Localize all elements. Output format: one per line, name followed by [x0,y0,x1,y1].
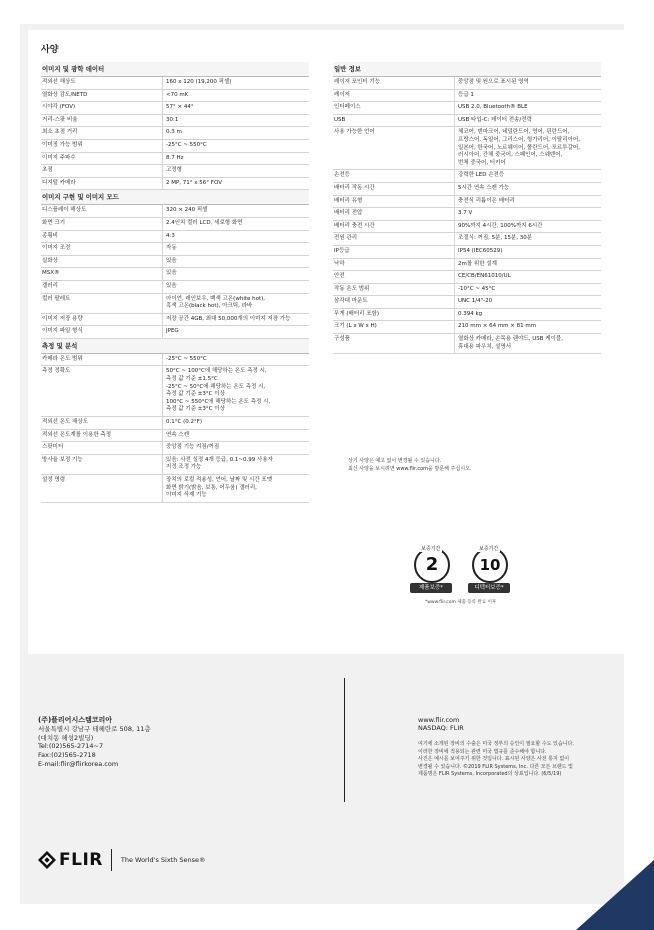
spec-row [41,102,309,115]
section-heading: 이미지 및 광학 데이터 [41,62,309,77]
spec-row [333,271,601,284]
spec-value: 3.7 V [458,210,473,217]
spec-row [41,127,309,140]
spec-value: 0.394 kg [458,310,483,317]
spec-label: 스팟미터 [41,442,163,454]
flir-logo [38,848,206,872]
spec-row [333,221,601,234]
spec-row [41,231,309,244]
spec-row [333,77,601,90]
spec-value: -25°C ~ 550°C [166,141,207,148]
spec-value: 2.4인치 컬러 LCD, 세로형 화면 [166,219,243,226]
spec-label: 이미지 파일 형식 [41,326,163,338]
spec-value: 0.3 m [166,129,182,136]
spec-value: 있음 [166,270,177,277]
spec-label: 이미지 주파수 [41,153,163,165]
spec-label: 레이저 포인터 기능 [333,77,455,89]
spec-value: 강력한 LED 손전등 [458,172,505,179]
spec-value: 있음 [166,282,177,289]
spec-row [333,115,601,128]
spec-row [41,218,309,231]
spec-label: 설정 명령 [41,475,163,502]
spec-label: 인터페이스 [333,102,455,114]
spec-row [333,183,601,196]
spec-label: 낙하 [333,259,455,271]
spec-label: 배터리 작동 시간 [333,183,455,195]
spec-row [41,77,309,90]
spec-label: 디지털 카메라 [41,178,163,190]
website-link[interactable]: www.flir.com [418,716,460,724]
footer-divider [344,678,345,802]
spec-row [41,205,309,218]
warranty-badges [410,545,560,615]
spec-label: 갤러리 [41,281,163,293]
spec-label: 측정 정확도 [41,366,163,416]
spec-value: 충전식 리튬이온 배터리 [458,197,515,204]
spec-label: 열화상 감도/NETD [41,90,163,102]
stock-ticker: NASDAQ: FLIR [418,724,464,732]
spec-row [41,140,309,153]
spec-value: -10°C ~ 45°C [458,285,496,292]
spec-value: 체코어, 덴마크어, 네덜란드어, 영어, 핀란드어, 프랑스어, 독일어, 그리스어, 헝가리어, 이탈리아어, 일본어, 한국어, 노르웨이어, 폴란드어, 포르투갈어, 러시아어, 간체 중국어, 스페인어, 스웨덴어, 번체 중국어, 터키어 [458,129,580,166]
flir-wordmark: FLIR [59,850,103,870]
spec-label: 적외선 온도계를 이용한 측정 [41,430,163,442]
spec-value: 0.1°C (0.2°F) [166,419,203,426]
spec-row [41,178,309,191]
spec-row [41,417,309,430]
corner-accent [576,860,654,930]
section-heading: 일반 정보 [333,62,601,77]
spec-row [41,326,309,339]
spec-value: 90%까지 4시간, 100%까지 6시간 [458,222,543,229]
spec-label: MSX® [41,268,163,280]
address-line: (대치동 해성2빌딩) [38,733,94,742]
spec-value: CE/CB/EN61010/UL [458,273,511,280]
spec-label: 손전등 [333,170,455,182]
spec-row [333,259,601,272]
section-heading: 측정 및 분석 [41,339,309,354]
spec-value: 장치의 로컬 적용성, 언어, 날짜 및 시간 포맷 화면 밝기(밝음, 보통, 어두움) 갤러리, 이미지 삭제 기능 [166,477,273,499]
spec-value: 210 mm × 64 mm × 81 mm [458,323,537,330]
spec-value: USB 2.0, Bluetooth® BLE [458,104,528,111]
phone: Tel:(02)565-2714~7 [38,742,104,751]
spec-label: 이미지 조정 [41,243,163,255]
spec-value: 등급 1 [458,91,474,98]
spec-row [41,90,309,103]
spec-label: 최소 초점 거리 [41,127,163,139]
spec-row [41,243,309,256]
email-link[interactable]: E-mail:flir@flirkorea.com [38,759,119,768]
spec-row [333,90,601,103]
spec-value: -25°C ~ 550°C [166,355,207,362]
logo-divider [111,849,112,871]
company-name: (주)플리어시스템코리아 [38,716,113,724]
spec-row [41,366,309,417]
spec-label: 컬러 팔레트 [41,294,163,313]
spec-row [333,321,601,334]
warranty-top-label: 보증기간 [479,546,499,552]
flir-diamond-icon [38,851,56,869]
spec-label: 방사율 보정 기능 [41,455,163,474]
spec-label: 배터리 유형 [333,196,455,208]
spec-label: 적외선 해상도 [41,77,163,89]
spec-row [41,281,309,294]
legal-notice: 여기에 소개된 장비의 수출은 미국 정부의 승인이 필요할 수도 있습니다. 이러한 장비에 적용되는 관련 미국 법규를 준수해야 합니다. 사진은 예시를 보여주기 위한 것입니다. 표시된 사양은 사전 통지 없이 변경될 수 있습니다. ©2019 FLIR Systems, Inc. 다른 모든 브랜드 및 제품명은 FLIR Systems, Incorporated의 상표입니다. (6/5/19) [418,741,574,778]
spec-value: 있음 [166,257,177,264]
spec-label: 화면 크기 [41,218,163,230]
spec-label: 거리-스팟 비율 [41,115,163,127]
spec-value: 중앙점 및 원으로 표시된 영역 [458,79,529,85]
spec-value: 2m를 위한 설계 [458,260,497,267]
spec-label: 작동 온도 범위 [333,284,455,296]
brand-tagline: The World's Sixth Sense® [120,856,206,864]
spec-label: 전원 관리 [333,233,455,245]
warranty-footnote: *www.flir.com 제품 등록 완료 이후 [425,600,497,605]
warranty-top-label: 보증기간 [421,546,441,552]
warranty-years: 10 [472,547,508,583]
spec-label: 사용 가능한 언어 [333,127,455,169]
spec-value: 8.7 Hz [166,154,184,161]
spec-label: 무게 (배터리 포함) [333,309,455,321]
address-line: 서울특별시 강남구 테헤란로 508, 11층 [38,724,151,733]
spec-row [41,256,309,269]
spec-row [333,309,601,322]
spec-label: 디스플레이 해상도 [41,205,163,217]
spec-value: USB 타입-C: 데이터 전송/전력 [458,116,532,123]
spec-value: JPEG [166,328,179,335]
company-address [38,716,151,769]
spec-label: 이미지 저장 용량 [41,314,163,326]
spec-value: UNC 1/4"-20 [458,298,493,305]
spec-label: 레이저 [333,90,455,102]
spec-row [41,430,309,443]
detector-warranty-badge [468,545,510,595]
right-spec-column [333,62,601,354]
spec-value: 아이언, 레인보우, 백색 고온(white hot), 흑색 고온(black hot), 아크틱, 라바 [166,295,266,310]
spec-value: 50°C ~ 100°C에 해당하는 온도 측정 시, 측정 값 기준 ±1.5°C -25°C ~ 50°C에 해당하는 온도 측정 시, 측정 값 기준 ±3°C 이상 100°C ~ 550°C에 해당하는 온도 측정 시, 측정 값 기준 ±3°C 이상 [166,368,271,413]
spec-row [333,246,601,259]
spec-label: 실화상 [41,256,163,268]
spec-label: 시야각 (FOV) [41,102,163,114]
spec-row [333,127,601,170]
spec-label: IP등급 [333,246,455,258]
spec-label: 배터리 충전 시간 [333,221,455,233]
spec-value: 320 × 240 픽셀 [166,207,208,214]
left-spec-column [41,62,309,503]
spec-row [41,475,309,503]
spec-label: 적외선 온도 해상도 [41,417,163,429]
spec-row [333,196,601,209]
spec-value: 조절식: 꺼짐, 5분, 15분, 30분 [458,235,533,242]
product-warranty-badge [410,545,452,595]
warranty-years: 2 [414,547,450,583]
spec-label: 이미징 가능 범위 [41,140,163,152]
spec-row [333,233,601,246]
fax: Fax:(02)565-2718 [38,751,96,760]
spec-row [333,102,601,115]
spec-value: 중앙점 기능 켜짐/꺼짐 [166,444,220,451]
spec-value: 2 MP, 71° x 56° FOV [166,179,222,186]
spec-label: 안전 [333,271,455,283]
spec-value: 있음: 사전 설정 4개 등급, 0.1~0.99 사용자 지정 조정 가능 [166,456,273,471]
spec-row [333,296,601,309]
spec-label: 카메라 온도 범위 [41,354,163,366]
spec-value: 열화상 카메라, 손목용 랜야드, USB 케이블, 휴대용 파우치, 설명서 [458,336,563,350]
warranty-label: 제품보증* [410,583,452,593]
spec-value: 4:3 [166,232,175,239]
spec-value: 160 x 120 (19,200 픽셀) [166,79,232,85]
spec-row [333,208,601,221]
section-heading: 이미지 구현 및 이미지 모드 [41,190,309,205]
spec-value: 57° × 44° [166,104,194,111]
spec-row [41,314,309,327]
spec-value: <70 mK [166,91,189,98]
spec-label: 구성품 [333,334,455,353]
spec-row [333,170,601,183]
spec-value: 저장 공간 4GB, 최대 50,000개의 이미지 저장 가능 [166,315,291,322]
company-contact [418,716,464,732]
spec-row [41,294,309,314]
spec-row [41,153,309,166]
spec-value: 30:1 [166,116,179,123]
spec-label: 크기 (L x W x H) [333,321,455,333]
spec-row [41,354,309,367]
spec-row [41,115,309,128]
spec-change-note: 상기 사양은 예고 없이 변경될 수 있습니다. 최신 사양을 보시려면 www.flir.com을 방문해 주십시오. [348,458,472,472]
spec-value: 연속 스캔 [166,431,190,438]
spec-row [41,268,309,281]
spec-row [41,455,309,475]
warranty-label: 디텍터보증* [468,583,510,593]
spec-value: 고정형 [166,167,182,174]
spec-row [333,334,601,354]
spec-value: 자동 [166,245,177,252]
spec-row [41,165,309,178]
page-title: 사양 [41,45,59,55]
spec-value: IP54 (IEC60529) [458,247,503,254]
spec-row [333,284,601,297]
spec-label: 삼각대 마운트 [333,296,455,308]
spec-label: USB [333,115,455,127]
spec-value: 5시간 연속 스캔 가능 [458,184,510,191]
spec-row [41,442,309,455]
spec-label: 종횡비 [41,231,163,243]
spec-label: 초점 [41,165,163,177]
spec-label: 배터리 전압 [333,208,455,220]
